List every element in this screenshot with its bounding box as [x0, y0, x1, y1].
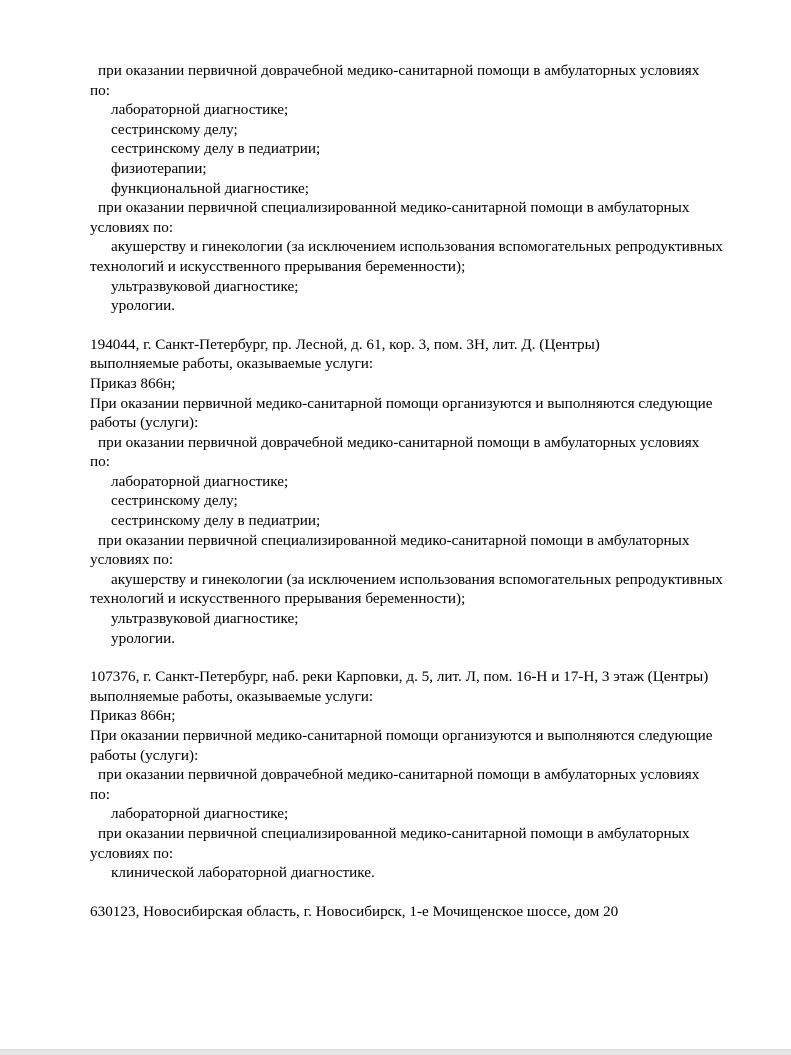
text-line: при оказании первичной специализированной медико-санитарной помощи в амбулаторных: [98, 531, 690, 549]
text-line: условиях по:: [90, 218, 174, 236]
address-block-karpovka: [90, 667, 750, 883]
text-line: акушерству и гинекологии (за исключением использования вспомогательных репродуктивных: [111, 570, 723, 588]
address-block-lesnoy: [90, 335, 750, 649]
text-line: при оказании первичной специализированной медико-санитарной помощи в амбулаторных: [98, 199, 690, 217]
text-line: при оказании первичной специализированной медико-санитарной помощи в амбулаторных: [98, 824, 690, 842]
page-bottom-divider: [0, 1049, 791, 1055]
text-line: ультразвуковой диагностике;: [111, 610, 299, 628]
text-line: 194044, г. Санкт-Петербург, пр. Лесной, д. 61, кор. 3, пом. 3Н, лит. Д. (Центры): [90, 335, 600, 353]
text-line: акушерству и гинекологии (за исключением использования вспомогательных репродуктивных: [111, 238, 723, 256]
text-line: физиотерапии;: [111, 159, 207, 177]
text-line: по:: [90, 453, 110, 471]
text-line: 630123, Новосибирская область, г. Новосибирск, 1-е Мочищенское шоссе, дом 20: [90, 902, 619, 920]
works-list-continuation: [90, 61, 750, 316]
text-line: при оказании первичной доврачебной медико-санитарной помощи в амбулаторных условиях: [98, 433, 700, 451]
text-line: технологий и искусственного прерывания беременности);: [90, 590, 466, 608]
text-line: сестринскому делу;: [111, 120, 238, 138]
text-line: Приказ 866н;: [90, 707, 176, 725]
text-line: сестринскому делу в педиатрии;: [111, 140, 321, 158]
text-line: условиях по:: [90, 844, 174, 862]
text-line: выполняемые работы, оказываемые услуги:: [90, 687, 374, 705]
text-line: работы (услуги):: [90, 746, 199, 764]
text-line: клинической лабораторной диагностике.: [111, 864, 375, 882]
text-line: условиях по:: [90, 551, 174, 569]
text-line: при оказании первичной доврачебной медико-санитарной помощи в амбулаторных условиях: [98, 62, 700, 79]
text-line: работы (услуги):: [90, 414, 199, 432]
text-line: при оказании первичной доврачебной медико-санитарной помощи в амбулаторных условиях: [98, 766, 700, 784]
text-line: технологий и искусственного прерывания беременности);: [90, 257, 466, 275]
text-line: Приказ 866н;: [90, 374, 176, 392]
text-line: функциональной диагностике;: [111, 179, 309, 197]
text-line: При оказании первичной медико-санитарной помощи организуются и выполняются следующие: [90, 727, 713, 744]
text-line: ультразвуковой диагностике;: [111, 277, 299, 295]
text-line: 107376, г. Санкт-Петербург, наб. реки Карповки, д. 5, лит. Л, пом. 16-Н и 17-Н, 3 этаж (Центры): [90, 668, 709, 686]
document-text: [90, 61, 750, 921]
text-line: лабораторной диагностике;: [111, 472, 289, 490]
text-line: сестринскому делу;: [111, 492, 238, 510]
text-line: лабораторной диагностике;: [111, 805, 289, 823]
text-line: урологии.: [111, 297, 176, 315]
text-line: урологии.: [111, 629, 176, 647]
text-line: по:: [90, 785, 110, 803]
address-block-novosibirsk: [90, 902, 750, 922]
text-line: сестринскому делу в педиатрии;: [111, 512, 321, 530]
text-line: При оказании первичной медико-санитарной помощи организуются и выполняются следующие: [90, 394, 713, 412]
text-line: по:: [90, 81, 110, 99]
text-line: лабораторной диагностике;: [111, 101, 289, 119]
text-line: выполняемые работы, оказываемые услуги:: [90, 355, 374, 373]
